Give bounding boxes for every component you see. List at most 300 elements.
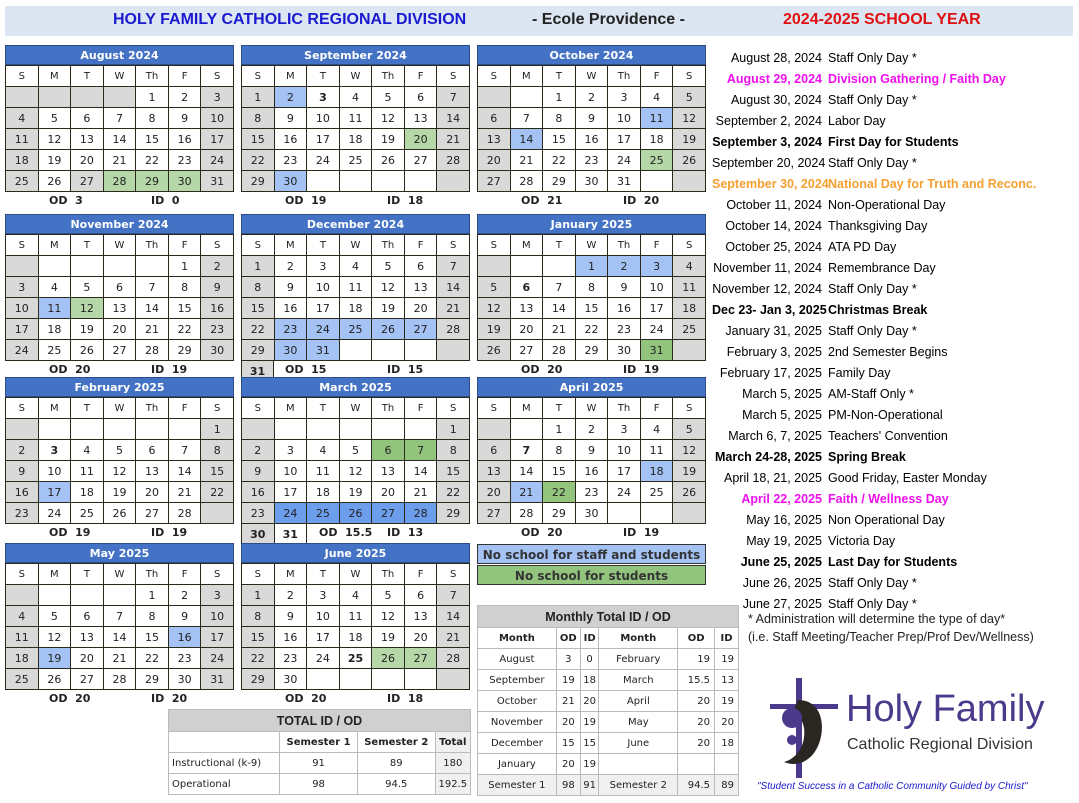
day-cell — [404, 419, 437, 440]
day-cell — [201, 503, 234, 524]
event-date: February 17, 2025 — [719, 365, 822, 380]
event-text: Remembrance Day — [828, 260, 936, 275]
day-cell: 30 — [608, 340, 641, 361]
event-item — [712, 383, 1074, 404]
column-header: OD — [556, 628, 580, 649]
id-count: ID 19 — [623, 363, 660, 376]
table-cell: June — [599, 733, 678, 754]
event-text: ATA PD Day — [828, 239, 897, 254]
day-cell: 19 — [38, 150, 71, 171]
day-cell: 6 — [404, 87, 437, 108]
event-item — [712, 488, 1074, 509]
day-cell: 12 — [673, 108, 706, 129]
day-cell: 5 — [38, 108, 71, 129]
day-cell: 17 — [38, 482, 71, 503]
day-cell: 19 — [673, 461, 706, 482]
table-cell: 94.5 — [357, 774, 435, 795]
event-item — [712, 278, 1074, 299]
day-cell: 28 — [103, 669, 136, 690]
day-cell: 16 — [242, 482, 275, 503]
day-cell — [543, 256, 576, 277]
day-cell: 8 — [136, 606, 169, 627]
day-cell: 14 — [510, 129, 543, 150]
day-cell: 6 — [103, 277, 136, 298]
event-text: Last Day for Students — [828, 554, 958, 569]
table-cell: 20 — [678, 733, 715, 754]
day-cell: 18 — [307, 482, 340, 503]
od-count: OD 20 — [285, 692, 327, 705]
day-cell: 25 — [673, 319, 706, 340]
table-cell: Semester 1 — [478, 775, 557, 796]
id-count: ID 20 — [151, 692, 188, 705]
day-cell: 26 — [339, 503, 372, 524]
day-cell — [478, 256, 511, 277]
day-cell: 2 — [201, 256, 234, 277]
day-cell: 15 — [136, 627, 169, 648]
day-cell: 16 — [201, 298, 234, 319]
day-cell: 13 — [372, 461, 405, 482]
day-cell: 12 — [478, 298, 511, 319]
id-count: ID 18 — [387, 692, 424, 705]
event-date: September 3, 2024 — [712, 134, 822, 149]
event-date: February 3, 2025 — [726, 344, 822, 359]
weekday-header: T — [71, 66, 104, 87]
day-cell — [242, 419, 275, 440]
event-item — [712, 425, 1074, 446]
weekday-header: T — [307, 398, 340, 419]
weekday-header: T — [307, 564, 340, 585]
day-cell: 9 — [201, 277, 234, 298]
day-cell: 27 — [103, 340, 136, 361]
event-date: August 28, 2024 — [730, 50, 822, 65]
day-cell: 22 — [136, 648, 169, 669]
event-date: August 30, 2024 — [730, 92, 822, 107]
weekday-header: W — [103, 564, 136, 585]
monthly-totals-title: Monthly Total ID / OD — [478, 606, 739, 628]
day-cell: 2 — [6, 440, 39, 461]
weekday-header: S — [201, 564, 234, 585]
event-item — [712, 194, 1074, 215]
event-date: June 26, 2025 — [742, 575, 822, 590]
day-cell: 25 — [339, 648, 372, 669]
day-cell: 15 — [543, 129, 576, 150]
day-cell: 4 — [339, 585, 372, 606]
table-cell: 20 — [580, 691, 599, 712]
day-cell — [103, 419, 136, 440]
day-cell: 7 — [103, 108, 136, 129]
legend-no-school-all: No school for staff and students — [477, 544, 706, 564]
day-cell: 12 — [38, 627, 71, 648]
day-cell: 22 — [136, 150, 169, 171]
day-cell: 25 — [640, 150, 673, 171]
day-cell: 21 — [510, 150, 543, 171]
day-cell: 20 — [372, 482, 405, 503]
day-cell: 12 — [372, 277, 405, 298]
day-cell — [510, 419, 543, 440]
event-date: October 11, 2024 — [726, 197, 822, 212]
day-cell: 15 — [242, 627, 275, 648]
day-cell: 22 — [242, 648, 275, 669]
day-cell: 2 — [274, 256, 307, 277]
day-cell — [307, 419, 340, 440]
day-cell: 15 — [242, 129, 275, 150]
day-cell: 5 — [38, 606, 71, 627]
month-title: February 2025 — [5, 377, 234, 397]
month-september-2024 — [241, 45, 470, 209]
day-cell: 11 — [6, 627, 39, 648]
day-cell: 22 — [543, 482, 576, 503]
table-row — [478, 691, 739, 712]
day-cell: 24 — [608, 482, 641, 503]
od-count: OD 3 — [49, 194, 83, 207]
event-item — [712, 404, 1074, 425]
weekday-header: T — [307, 66, 340, 87]
event-item — [712, 131, 1074, 152]
day-cell: 11 — [38, 298, 71, 319]
day-cell: 4 — [339, 256, 372, 277]
weekday-header: S — [242, 564, 275, 585]
day-cell — [103, 256, 136, 277]
event-item — [712, 173, 1074, 194]
day-cell: 17 — [307, 298, 340, 319]
day-cell: 19 — [38, 648, 71, 669]
weekday-header: S — [478, 398, 511, 419]
table-row — [478, 670, 739, 691]
day-cell: 6 — [372, 440, 405, 461]
month-april-2025 — [477, 377, 706, 541]
day-cell: 2 — [575, 87, 608, 108]
day-cell: 26 — [38, 669, 71, 690]
day-cell: 6 — [510, 277, 543, 298]
od-count: OD 20 — [521, 526, 563, 539]
day-cell: 7 — [136, 277, 169, 298]
event-item — [712, 236, 1074, 257]
day-cell: 11 — [339, 108, 372, 129]
day-cell — [168, 419, 201, 440]
day-cell: 9 — [274, 606, 307, 627]
day-cell: 14 — [404, 461, 437, 482]
day-cell: 22 — [575, 319, 608, 340]
od-count: OD 20 — [49, 363, 91, 376]
day-cell: 6 — [136, 440, 169, 461]
month-august-2024 — [5, 45, 234, 209]
day-cell: 22 — [437, 482, 470, 503]
day-cell: 23 — [274, 150, 307, 171]
weekday-header: T — [71, 398, 104, 419]
weekday-header: Th — [608, 235, 641, 256]
day-cell — [372, 171, 405, 192]
event-text: Staff Only Day * — [828, 50, 917, 65]
event-date: October 25, 2024 — [725, 239, 822, 254]
event-item — [712, 467, 1074, 488]
id-count: ID 19 — [623, 526, 660, 539]
month-title: September 2024 — [241, 45, 470, 65]
table-cell: 20 — [678, 712, 715, 733]
day-cell: 22 — [242, 150, 275, 171]
day-cell: 29 — [242, 340, 275, 361]
events-list — [712, 47, 1074, 614]
day-cell: 9 — [575, 440, 608, 461]
day-cell: 27 — [404, 319, 437, 340]
day-cell: 17 — [6, 319, 39, 340]
day-cell — [372, 340, 405, 361]
day-cell: 8 — [575, 277, 608, 298]
day-cell — [640, 503, 673, 524]
event-item — [712, 299, 1074, 320]
event-date: March 5, 2025 — [742, 386, 822, 401]
weekday-header: M — [274, 66, 307, 87]
day-cell: 21 — [168, 482, 201, 503]
month-february-2025 — [5, 377, 234, 541]
day-cell: 5 — [71, 277, 104, 298]
day-cell — [673, 171, 706, 192]
event-text: Staff Only Day * — [828, 281, 917, 296]
month-title: January 2025 — [477, 214, 706, 234]
day-cell: 4 — [71, 440, 104, 461]
day-cell: 11 — [6, 129, 39, 150]
day-cell: 17 — [608, 461, 641, 482]
day-cell: 10 — [201, 606, 234, 627]
day-cell: 30 — [274, 171, 307, 192]
day-cell: 19 — [673, 129, 706, 150]
day-cell — [437, 171, 470, 192]
day-cell: 14 — [136, 298, 169, 319]
day-cell: 4 — [673, 256, 706, 277]
od-count: OD 20 — [49, 692, 91, 705]
weekday-header: S — [478, 235, 511, 256]
weekday-header: Th — [136, 564, 169, 585]
day-cell: 21 — [437, 627, 470, 648]
day-cell — [478, 419, 511, 440]
weekday-header: M — [38, 398, 71, 419]
day-cell: 12 — [71, 298, 104, 319]
day-cell: 1 — [437, 419, 470, 440]
day-cell: 22 — [242, 319, 275, 340]
day-cell: 26 — [372, 319, 405, 340]
day-cell: 27 — [404, 150, 437, 171]
day-cell: 8 — [201, 440, 234, 461]
day-cell: 8 — [168, 277, 201, 298]
day-cell: 29 — [242, 669, 275, 690]
weekday-header: M — [38, 66, 71, 87]
day-cell: 20 — [71, 150, 104, 171]
day-cell: 26 — [38, 171, 71, 192]
day-cell: 28 — [404, 503, 437, 524]
day-cell: 21 — [437, 298, 470, 319]
day-cell: 6 — [404, 585, 437, 606]
table-cell: 98 — [280, 774, 358, 795]
weekday-header: T — [543, 235, 576, 256]
day-cell: 27 — [71, 669, 104, 690]
day-cell: 28 — [510, 171, 543, 192]
table-cell: December — [478, 733, 557, 754]
table-cell — [678, 754, 715, 775]
day-cell: 20 — [136, 482, 169, 503]
header-banner — [5, 6, 1073, 36]
day-cell: 26 — [478, 340, 511, 361]
day-cell: 8 — [543, 108, 576, 129]
day-cell: 19 — [71, 319, 104, 340]
month-january-2025 — [477, 214, 706, 378]
day-cell: 26 — [372, 150, 405, 171]
day-cell: 18 — [6, 150, 39, 171]
table-cell: 19 — [715, 649, 739, 670]
day-cell: 13 — [404, 277, 437, 298]
day-cell — [38, 256, 71, 277]
event-date: March 24-28, 2025 — [714, 449, 822, 464]
event-text: Staff Only Day * — [828, 92, 917, 107]
day-cell: 30 — [274, 669, 307, 690]
weekday-header: S — [6, 398, 39, 419]
day-cell: 16 — [575, 461, 608, 482]
event-text: Good Friday, Easter Monday — [828, 470, 987, 485]
day-cell: 1 — [136, 585, 169, 606]
od-count: OD 19 — [49, 526, 91, 539]
weekday-header: S — [437, 235, 470, 256]
od-count: OD 15.5 — [319, 526, 373, 539]
day-cell — [71, 585, 104, 606]
day-cell: 11 — [71, 461, 104, 482]
day-cell: 9 — [242, 461, 275, 482]
day-cell: 24 — [307, 150, 340, 171]
event-date: April 18, 21, 2025 — [724, 470, 822, 485]
day-cell — [136, 256, 169, 277]
day-cell: 30 — [168, 669, 201, 690]
day-cell: 17 — [608, 129, 641, 150]
day-cell: 22 — [168, 319, 201, 340]
day-cell: 25 — [339, 319, 372, 340]
day-cell: 24 — [307, 648, 340, 669]
month-march-2025 — [241, 377, 470, 541]
day-cell — [372, 669, 405, 690]
day-cell: 13 — [478, 461, 511, 482]
day-cell — [6, 419, 39, 440]
table-cell: 18 — [715, 733, 739, 754]
day-cell: 17 — [307, 129, 340, 150]
table-row — [169, 774, 471, 795]
day-cell — [404, 340, 437, 361]
table-cell: August — [478, 649, 557, 670]
day-cell: 20 — [478, 482, 511, 503]
day-cell: 3 — [608, 87, 641, 108]
day-cell: 10 — [307, 606, 340, 627]
day-cell: 25 — [6, 171, 39, 192]
table-cell: October — [478, 691, 557, 712]
event-date: March 6, 7, 2025 — [728, 428, 822, 443]
month-title: March 2025 — [241, 377, 470, 397]
day-cell: 13 — [510, 298, 543, 319]
day-cell: 31 — [307, 340, 340, 361]
day-cell: 25 — [640, 482, 673, 503]
event-text: Victoria Day — [828, 533, 896, 548]
day-cell: 28 — [437, 648, 470, 669]
day-cell: 7 — [437, 256, 470, 277]
day-cell: 2 — [168, 585, 201, 606]
motto: "Student Success in a Catholic Community Guided by Christ" — [757, 781, 1028, 792]
day-cell: 17 — [201, 627, 234, 648]
weekday-header: W — [575, 235, 608, 256]
day-cell: 19 — [339, 482, 372, 503]
day-cell: 4 — [38, 277, 71, 298]
day-cell: 1 — [201, 419, 234, 440]
day-cell: 9 — [168, 606, 201, 627]
total-table-title: TOTAL ID / OD — [169, 710, 471, 732]
day-cell: 6 — [478, 108, 511, 129]
day-cell: 2 — [575, 419, 608, 440]
day-cell: 27 — [372, 503, 405, 524]
day-cell: 24 — [6, 340, 39, 361]
weekday-header: S — [242, 66, 275, 87]
day-cell: 27 — [136, 503, 169, 524]
day-cell: 5 — [372, 585, 405, 606]
day-cell: 3 — [6, 277, 39, 298]
table-cell: 15 — [580, 733, 599, 754]
event-text: Spring Break — [828, 449, 906, 464]
day-cell: 2 — [608, 256, 641, 277]
day-cell: 3 — [38, 440, 71, 461]
day-cell: 4 — [307, 440, 340, 461]
event-date: September 2, 2024 — [715, 113, 822, 128]
day-cell: 19 — [372, 627, 405, 648]
day-cell: 21 — [136, 319, 169, 340]
event-date: March 5, 2025 — [742, 407, 822, 422]
event-item — [712, 446, 1074, 467]
day-cell: 4 — [640, 87, 673, 108]
day-cell: 1 — [242, 585, 275, 606]
day-cell: 18 — [640, 129, 673, 150]
day-cell — [38, 419, 71, 440]
day-cell: 10 — [274, 461, 307, 482]
day-cell: 15 — [543, 461, 576, 482]
id-count: ID 19 — [151, 363, 188, 376]
day-cell: 26 — [71, 340, 104, 361]
day-cell: 29 — [543, 171, 576, 192]
event-text: Non Operational Day — [828, 512, 945, 527]
school-year: 2024-2025 SCHOOL YEAR — [783, 11, 981, 28]
day-cell — [274, 419, 307, 440]
day-cell: 13 — [136, 461, 169, 482]
day-cell: 14 — [510, 461, 543, 482]
day-cell: 10 — [38, 461, 71, 482]
day-cell: 14 — [437, 277, 470, 298]
day-cell — [339, 419, 372, 440]
day-cell: 27 — [71, 171, 104, 192]
weekday-header: S — [437, 398, 470, 419]
day-cell: 5 — [673, 87, 706, 108]
day-cell: 18 — [339, 298, 372, 319]
weekday-header: F — [640, 398, 673, 419]
month-june-2025 — [241, 543, 470, 707]
day-cell: 1 — [242, 256, 275, 277]
weekday-header: S — [201, 66, 234, 87]
table-cell: April — [599, 691, 678, 712]
day-cell — [6, 256, 39, 277]
weekday-header: F — [168, 564, 201, 585]
weekday-header: F — [404, 398, 437, 419]
day-cell: 29 — [136, 171, 169, 192]
day-cell: 27 — [510, 340, 543, 361]
day-cell — [71, 419, 104, 440]
day-cell: 10 — [307, 277, 340, 298]
day-cell: 21 — [510, 482, 543, 503]
day-cell: 19 — [372, 129, 405, 150]
day-cell: 7 — [103, 606, 136, 627]
weekday-header: F — [168, 235, 201, 256]
table-cell: 19 — [580, 754, 599, 775]
day-cell: 3 — [640, 256, 673, 277]
table-cell — [599, 754, 678, 775]
event-text: Staff Only Day * — [828, 323, 917, 338]
